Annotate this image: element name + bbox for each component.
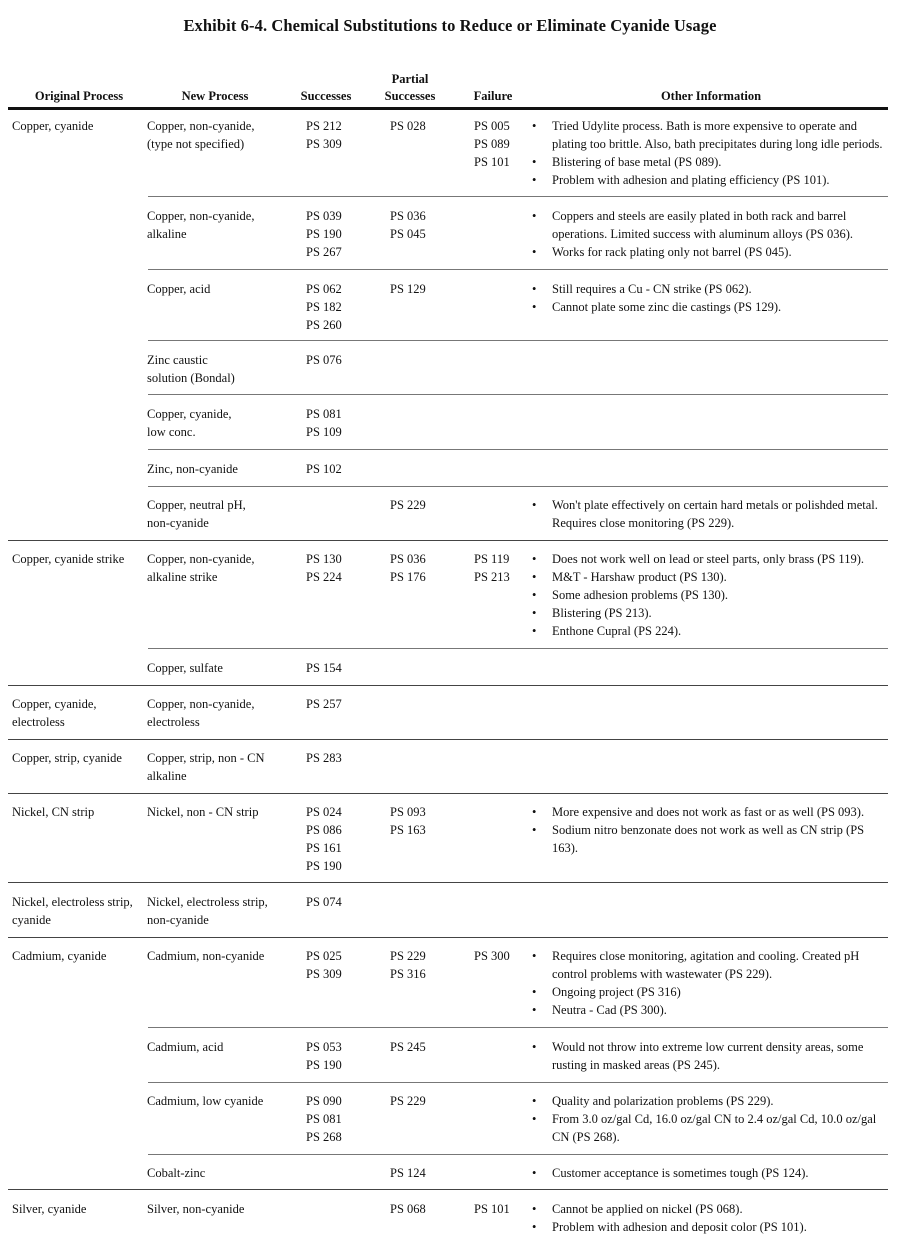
row-separator [8,1189,888,1190]
other-information-note [532,153,892,171]
bullet-icon: • [532,300,537,314]
successes-cell: PS 283 [306,751,342,765]
note-text: Still requires a Cu - CN strike (PS 062). [552,282,752,296]
new-process-cell: Cadmium, acid [147,1040,224,1054]
successes-cell: PS 081 PS 109 [306,407,342,439]
partial-successes-cell: PS 229 [390,1094,426,1108]
new-process-cell: Copper, non-cyanide, alkaline strike [147,552,255,584]
other-information-note [532,1092,892,1110]
note-text: Works for rack plating only not barrel (PS 045). [552,245,792,259]
note-text: Customer acceptance is sometimes tough (PS 124). [552,1166,809,1180]
header-other-information: Other Information [660,89,762,103]
new-process-cell: Copper, sulfate [147,661,223,675]
row-separator [148,340,888,341]
other-information-note [532,1218,892,1236]
new-process-cell: Copper, non-cyanide, electroless [147,697,255,729]
note-text: Does not work well on lead or steel parts, only brass (PS 119). [552,552,864,566]
new-process-cell: Cadmium, low cyanide [147,1094,264,1108]
row-separator [148,1154,888,1155]
original-process-cell: Copper, strip, cyanide [12,751,122,765]
row-separator [148,196,888,197]
row-separator [8,937,888,938]
header-partial-line1: Partial [391,72,429,86]
other-information-note [532,298,892,316]
row-separator [148,394,888,395]
partial-successes-cell: PS 093 PS 163 [390,805,426,837]
note-text: M&T - Harshaw product (PS 130). [552,570,727,584]
bullet-icon: • [532,805,537,819]
row-separator [8,739,888,740]
partial-successes-cell: PS 028 [390,119,426,133]
bullet-icon: • [532,1166,537,1180]
bullet-icon: • [532,498,537,512]
new-process-cell: Cadmium, non-cyanide [147,949,265,963]
header-original-process: Original Process [34,89,124,103]
row-separator [148,486,888,487]
other-information-note [532,550,892,568]
bullet-icon: • [532,173,537,187]
successes-cell: PS 090 PS 081 PS 268 [306,1094,342,1144]
note-text: Blistering of base metal (PS 089). [552,155,722,169]
other-information-note [532,1110,892,1146]
new-process-cell: Zinc caustic solution (Bondal) [147,353,235,385]
other-information-note [532,1001,892,1019]
bullet-icon: • [532,823,537,837]
other-information-note [532,821,892,857]
successes-cell: PS 039 PS 190 PS 267 [306,209,342,259]
note-text: Would not throw into extreme low current density areas, some rusting in masked areas (PS 245). [552,1040,864,1072]
partial-successes-cell: PS 036 PS 176 [390,552,426,584]
other-information-note [532,622,892,640]
new-process-cell: Nickel, non - CN strip [147,805,259,819]
new-process-cell: Copper, cyanide, low conc. [147,407,232,439]
bullet-icon: • [532,588,537,602]
note-text: Coppers and steels are easily plated in both rack and barrel operations. Limited success with aluminum alloys (PS 036). [552,209,854,241]
bullet-icon: • [532,624,537,638]
other-information-note [532,171,892,189]
new-process-cell: Copper, acid [147,282,211,296]
other-information-note [532,1038,892,1074]
row-separator [8,882,888,883]
successes-cell: PS 130 PS 224 [306,552,342,584]
partial-successes-cell: PS 068 [390,1202,426,1216]
bullet-icon: • [532,1094,537,1108]
note-text: Enthone Cupral (PS 224). [552,624,682,638]
new-process-cell: Copper, non-cyanide, alkaline [147,209,255,241]
note-text: Tried Udylite process. Bath is more expensive to operate and plating too brittle. Also, bath precipitates during long idle periods. [552,119,883,151]
exhibit-title: Exhibit 6-4. Chemical Substitutions to Reduce or Eliminate Cyanide Usage [183,16,717,35]
successes-cell: PS 025 PS 309 [306,949,342,981]
bullet-icon: • [532,1202,537,1216]
note-text: Won't plate effectively on certain hard metals or polishded metal. Requires close monitoring (PS 229). [552,498,878,530]
note-text: Problem with adhesion and deposit color (PS 101). [552,1220,807,1234]
partial-successes-cell: PS 245 [390,1040,426,1054]
bullet-icon: • [532,1220,537,1234]
other-information-note [532,243,892,261]
original-process-cell: Nickel, electroless strip, cyanide [12,895,133,927]
note-text: Neutra - Cad (PS 300). [552,1003,667,1017]
successes-cell: PS 212 PS 309 [306,119,342,151]
other-information-note [532,1200,892,1218]
new-process-cell: Copper, neutral pH, non-cyanide [147,498,246,530]
new-process-cell: Copper, non-cyanide, (type not specified) [147,119,255,151]
original-process-cell: Copper, cyanide strike [12,552,125,566]
other-information-note [532,803,892,821]
bullet-icon: • [532,985,537,999]
note-text: Requires close monitoring, agitation and cooling. Created pH control problems with wastewater (PS 229). [552,949,860,981]
other-information-note [532,604,892,622]
partial-successes-cell: PS 229 [390,498,426,512]
bullet-icon: • [532,155,537,169]
partial-successes-cell: PS 036 PS 045 [390,209,426,241]
note-text: More expensive and does not work as fast or as well (PS 093). [552,805,865,819]
note-text: Cannot be applied on nickel (PS 068). [552,1202,743,1216]
bullet-icon: • [532,119,537,133]
partial-successes-cell: PS 124 [390,1166,426,1180]
other-information-note [532,586,892,604]
successes-cell: PS 062 PS 182 PS 260 [306,282,342,332]
original-process-cell: Copper, cyanide, electroless [12,697,97,729]
successes-cell: PS 102 [306,462,342,476]
other-information-note [532,117,892,153]
row-separator [148,269,888,270]
other-information-note [532,207,892,243]
successes-cell: PS 074 [306,895,342,909]
bullet-icon: • [532,209,537,223]
failure-cell: PS 101 [474,1202,510,1216]
bullet-icon: • [532,1003,537,1017]
successes-cell: PS 154 [306,661,342,675]
partial-successes-cell: PS 129 [390,282,426,296]
bullet-icon: • [532,245,537,259]
note-text: Quality and polarization problems (PS 229). [552,1094,774,1108]
bullet-icon: • [532,606,537,620]
bullet-icon: • [532,570,537,584]
bullet-icon: • [532,552,537,566]
successes-cell: PS 053 PS 190 [306,1040,342,1072]
failure-cell: PS 005 PS 089 PS 101 [474,119,510,169]
row-separator [148,1082,888,1083]
successes-cell: PS 024 PS 086 PS 161 PS 190 [306,805,342,873]
other-information-note [532,947,892,983]
partial-successes-cell: PS 229 PS 316 [390,949,426,981]
row-separator [8,540,888,541]
new-process-cell: Copper, strip, non - CN alkaline [147,751,265,783]
note-text: Cannot plate some zinc die castings (PS 129). [552,300,782,314]
note-text: Sodium nitro benzonate does not work as well as CN strip (PS 163). [552,823,865,855]
other-information-note [532,280,892,298]
bullet-icon: • [532,282,537,296]
note-text: Some adhesion problems (PS 130). [552,588,729,602]
successes-cell: PS 257 [306,697,342,711]
note-text: Blistering (PS 213). [552,606,652,620]
header-partial-successes [372,71,448,105]
original-process-cell: Cadmium, cyanide [12,949,107,963]
header-failure: Failure [473,89,513,103]
other-information-note [532,568,892,586]
header-new-process: New Process [181,89,249,103]
new-process-cell: Nickel, electroless strip, non-cyanide [147,895,268,927]
header-rule [8,107,888,110]
row-separator [148,648,888,649]
original-process-cell: Nickel, CN strip [12,805,95,819]
new-process-cell: Cobalt-zinc [147,1166,206,1180]
original-process-cell: Silver, cyanide [12,1202,87,1216]
note-text: From 3.0 oz/gal Cd, 16.0 oz/gal CN to 2.4 oz/gal Cd, 10.0 oz/gal CN (PS 268). [552,1112,877,1144]
header-successes: Successes [300,89,352,103]
original-process-cell: Copper, cyanide [12,119,94,133]
bullet-icon: • [532,1040,537,1054]
row-separator [8,685,888,686]
header-partial-line2: Successes [384,89,436,103]
new-process-cell: Silver, non-cyanide [147,1202,245,1216]
note-text: Problem with adhesion and plating efficiency (PS 101). [552,173,830,187]
row-separator [148,1027,888,1028]
successes-cell: PS 076 [306,353,342,367]
bullet-icon: • [532,1112,537,1126]
other-information-note [532,983,892,1001]
failure-cell: PS 300 [474,949,510,963]
other-information-note [532,496,892,532]
failure-cell: PS 119 PS 213 [474,552,510,584]
other-information-note [532,1164,892,1182]
row-separator [148,449,888,450]
new-process-cell: Zinc, non-cyanide [147,462,238,476]
bullet-icon: • [532,949,537,963]
note-text: Ongoing project (PS 316) [552,985,681,999]
row-separator [8,793,888,794]
